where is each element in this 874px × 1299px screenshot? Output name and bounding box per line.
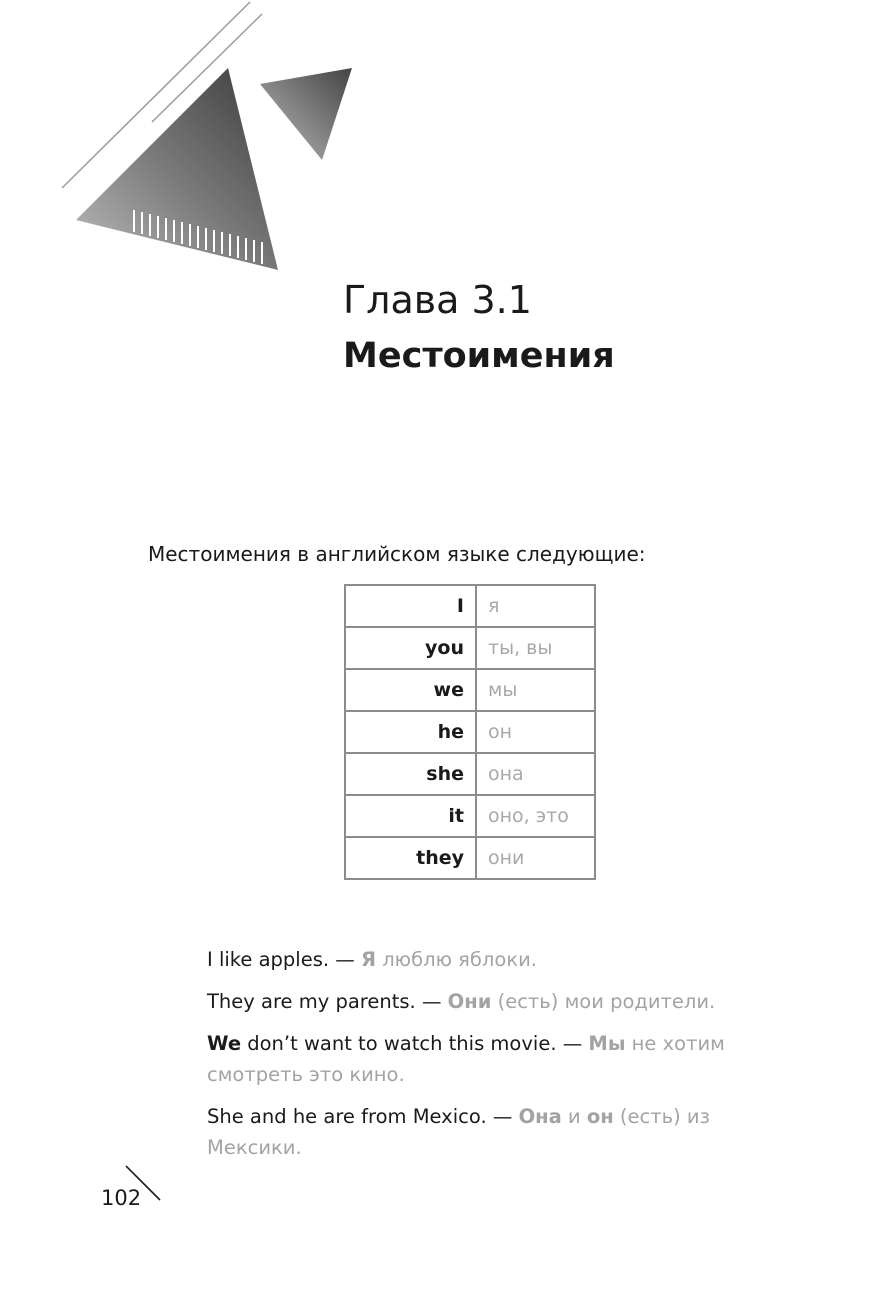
example-ru-pronoun: Она bbox=[518, 1105, 562, 1128]
pronoun-en: you bbox=[345, 627, 476, 669]
example-sentence bbox=[207, 1028, 782, 1090]
example-en-pronoun: They bbox=[207, 990, 255, 1013]
example-sentence bbox=[207, 986, 782, 1017]
example-en-text: and bbox=[243, 1105, 293, 1128]
table-row bbox=[345, 837, 595, 879]
pronoun-en: we bbox=[345, 669, 476, 711]
example-en-text: like apples. bbox=[212, 948, 330, 971]
example-ru-pronoun: Я bbox=[360, 948, 376, 971]
example-en-text: are my parents. bbox=[254, 990, 416, 1013]
pronoun-en: it bbox=[345, 795, 476, 837]
example-dash: — bbox=[329, 948, 361, 971]
example-ru-text: люблю яблоки. bbox=[376, 948, 537, 971]
pronoun-ru: оно, это bbox=[476, 795, 595, 837]
pronoun-ru: ты, вы bbox=[476, 627, 595, 669]
pronoun-ru: она bbox=[476, 753, 595, 795]
table-row bbox=[345, 795, 595, 837]
example-en-pronoun-2: he bbox=[292, 1105, 318, 1128]
example-dash: — bbox=[415, 990, 448, 1013]
examples bbox=[207, 944, 782, 1174]
example-en-text: are from Mexico. bbox=[317, 1105, 487, 1128]
example-ru-pronoun-2: он bbox=[586, 1105, 614, 1128]
example-ru-text: (есть) из Мексики. bbox=[207, 1105, 710, 1159]
pronoun-ru: я bbox=[476, 585, 595, 627]
example-sentence bbox=[207, 1101, 782, 1163]
example-dash: — bbox=[556, 1032, 589, 1055]
page-number-slash bbox=[122, 1164, 164, 1204]
example-ru-pronoun: Мы bbox=[588, 1032, 626, 1055]
table-row bbox=[345, 585, 595, 627]
page-number: 102 bbox=[101, 1186, 142, 1210]
table-row bbox=[345, 753, 595, 795]
decorative-triangles bbox=[0, 0, 380, 290]
example-en-pronoun: I bbox=[207, 948, 213, 971]
table-row bbox=[345, 627, 595, 669]
pronoun-en: I bbox=[345, 585, 476, 627]
chapter-number: Глава 3.1 bbox=[343, 278, 532, 322]
example-ru-text: и bbox=[561, 1105, 587, 1128]
pronoun-en: they bbox=[345, 837, 476, 879]
small-triangle bbox=[260, 68, 352, 160]
example-ru-text: (есть) мои родители. bbox=[491, 990, 716, 1013]
example-en-pronoun: We bbox=[207, 1032, 242, 1055]
example-dash: — bbox=[486, 1105, 519, 1128]
pronoun-ru: мы bbox=[476, 669, 595, 711]
pronoun-en: he bbox=[345, 711, 476, 753]
table-row bbox=[345, 669, 595, 711]
table-row bbox=[345, 711, 595, 753]
pronoun-en: she bbox=[345, 753, 476, 795]
pronoun-ru: они bbox=[476, 837, 595, 879]
pronoun-table bbox=[344, 584, 596, 880]
intro-text: Местоимения в английском языке следующие: bbox=[148, 542, 646, 566]
example-en-pronoun: She bbox=[207, 1105, 244, 1128]
pronoun-ru: он bbox=[476, 711, 595, 753]
example-ru-text: не хотим смотреть это кино. bbox=[207, 1032, 725, 1086]
example-ru-pronoun: Они bbox=[447, 990, 492, 1013]
example-en-text: don’t want to watch this movie. bbox=[241, 1032, 557, 1055]
example-sentence bbox=[207, 944, 782, 975]
chapter-title: Местоимения bbox=[343, 336, 615, 376]
